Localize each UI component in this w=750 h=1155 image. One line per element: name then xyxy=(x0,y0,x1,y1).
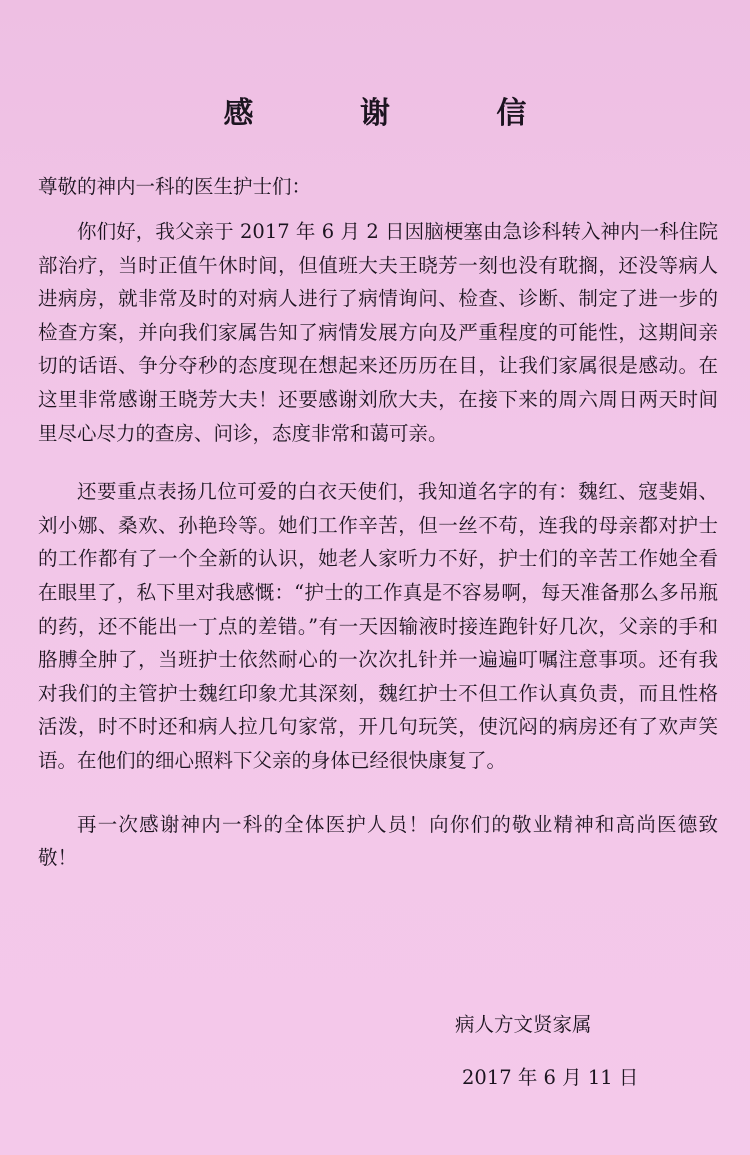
letter-paragraph-3: 再一次感谢神内一科的全体医护人员！向你们的敬业精神和高尚医德致敬！ xyxy=(38,812,718,870)
letter-date: 2017 年 6 月 11 日 xyxy=(462,1066,639,1089)
letter-paragraph-2: 还要重点表扬几位可爱的白衣天使们，我知道名字的有：魏红、寇斐娟、刘小娜、桑欢、孙艳玲等。她们工作辛苦，但一丝不苟，连我的母亲都对护士的工作都有了一个全新的认识，她老人家听力不好，护士们的辛苦工作她全看在眼里了，私下里对我感慨：“护士的工作真是不容易啊，每天准备那么多吊瓶的药，还不能出一丁点的差错。”有一天因输液时接连跑针好几次，父亲的手和胳膊全肿了，当班护士依然耐心的一次次扎针并一遍遍叮嘱注意事项。还有我对我们的主管护士魏红印象尤其深刻，魏红护士不但工作认真负责，而且性格活泼，时不时还和病人拉几句家常，开几句玩笑，使沉闷的病房还有了欢声笑语。在他们的细心照料下父亲的身体已经很快康复了。 xyxy=(38,480,718,772)
letter-salutation: 尊敬的神内一科的医生护士们： xyxy=(38,175,312,198)
letter-title: 感 谢 信 xyxy=(223,96,575,131)
letter-paragraph-1: 你们好，我父亲于 2017 年 6 月 2 日因脑梗塞由急诊科转入神内一科住院部治疗，当时正值午休时间，但值班大夫王晓芳一刻也没有耽搁，还没等病人进病房，就非常及时的对病人进行了病情询问、检查、诊断、制定了进一步的检查方案，并向我们家属告知了病情发展方向及严重程度的可能性，这期间亲切的话语、争分夺秒的态度现在想起来还历历在目，让我们家属很是感动。在这里非常感谢王晓芳大夫！还要感谢刘欣大夫，在接下来的周六周日两天时间里尽心尽力的查房、问诊，态度非常和蔼可亲。 xyxy=(38,220,718,445)
letter-body xyxy=(38,215,718,875)
letter-signature: 病人方文贤家属 xyxy=(455,1013,592,1036)
